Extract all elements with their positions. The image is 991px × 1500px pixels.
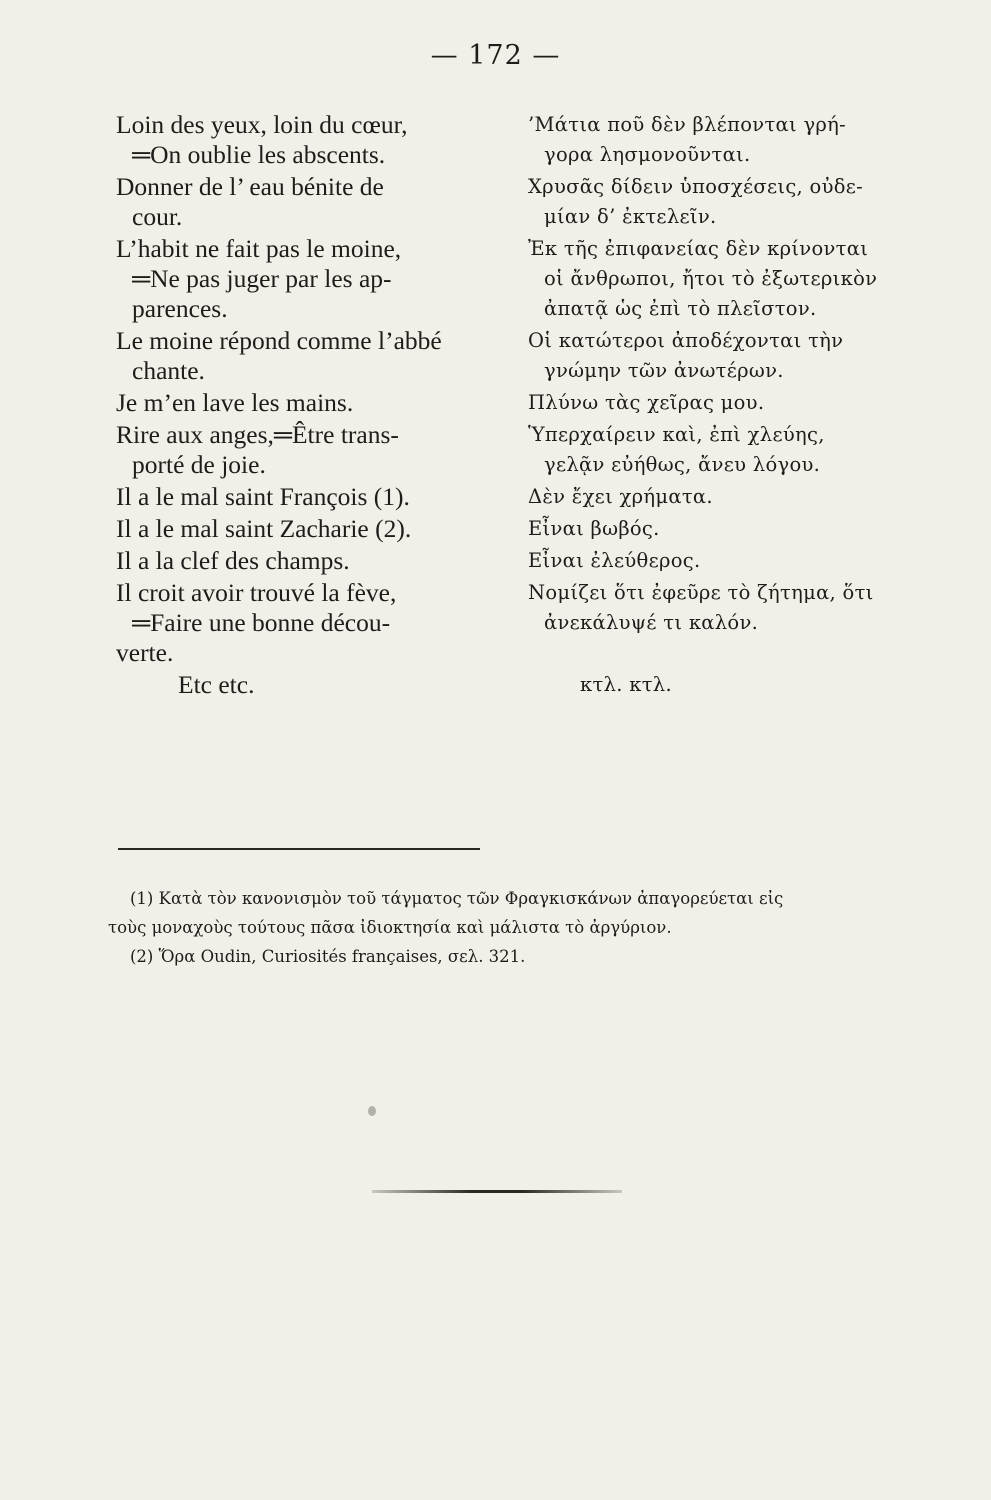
french-proverb <box>116 234 520 324</box>
proverb-row <box>116 172 936 232</box>
greek-translation <box>520 546 936 576</box>
french-line: verte. <box>116 638 174 667</box>
greek-line: Εἶναι βωβός. <box>528 517 660 540</box>
greek-line: Πλύνω τὰς χεῖρας μου. <box>528 391 765 414</box>
greek-translation <box>520 326 936 386</box>
greek-line: ἀπατᾷ ὡς ἐπὶ τὸ πλεῖστον. <box>544 297 817 320</box>
french-line: Il croit avoir trouvé la fève, <box>116 578 397 607</box>
proverb-row <box>116 546 936 576</box>
french-line: Rire aux anges,═Être trans- <box>116 420 399 449</box>
greek-line: Εἶναι ἐλεύθερος. <box>528 549 701 572</box>
page-number: — 172 — <box>430 40 561 71</box>
footnote-1-line: τοὺς μοναχοὺς τούτους πᾶσα ἰδιοκτησία καὶ μάλιστα τὸ ἀργύριον. <box>108 918 672 937</box>
closing-french <box>116 670 520 700</box>
french-proverb <box>116 420 520 480</box>
proverb-row <box>116 514 936 544</box>
greek-line: Νομίζει ὅτι ἐφεῦρε τὸ ζήτημα, ὅτι <box>528 581 874 604</box>
proverb-list <box>116 110 936 702</box>
french-proverb <box>116 578 520 668</box>
greek-translation <box>520 482 936 512</box>
french-line: Il a le mal saint François (1). <box>116 482 410 511</box>
footnotes <box>108 884 938 971</box>
footnote-2-line: (2) Ὅρα Oudin, Curiosités françaises, σελ. 321. <box>130 947 526 966</box>
french-line: Loin des yeux, loin du cœur, <box>116 110 408 139</box>
french-proverb <box>116 110 520 170</box>
french-line: Il a la clef des champs. <box>116 546 350 575</box>
french-proverb <box>116 482 520 512</box>
greek-translation <box>520 388 936 418</box>
proverb-row <box>116 482 936 512</box>
french-line: ═Faire une bonne décou- <box>132 608 391 637</box>
french-line: ═Ne pas juger par les ap- <box>132 264 392 293</box>
greek-line: ’Μάτια ποῦ δὲν βλέπονται γρή- <box>528 113 847 136</box>
french-line: Le moine répond comme l’abbé <box>116 326 442 355</box>
proverb-row <box>116 234 936 324</box>
ink-smudge <box>368 1106 376 1116</box>
greek-translation <box>520 172 936 232</box>
french-line: Je m’en lave les mains. <box>116 388 354 417</box>
french-line: Il a le mal saint Zacharie (2). <box>116 514 412 543</box>
french-line: parences. <box>132 294 228 323</box>
greek-line: γορα λησμονοῦνται. <box>544 143 751 166</box>
greek-line: Ἐκ τῆς ἐπιφανείας δὲν κρίνονται <box>528 237 869 260</box>
proverb-row <box>116 420 936 480</box>
french-line: cour. <box>132 202 183 231</box>
greek-translation <box>520 578 936 638</box>
footnote-divider <box>118 848 480 850</box>
french-line: L’habit ne fait pas le moine, <box>116 234 402 263</box>
greek-line: γνώμην τῶν ἀνωτέρων. <box>544 359 784 382</box>
greek-line: ἀνεκάλυψέ τι καλόν. <box>544 611 759 634</box>
greek-line: Οἱ κατώτεροι ἀποδέχονται τὴν <box>528 329 844 352</box>
footnote-1-line: (1) Κατὰ τὸν κανονισμὸν τοῦ τάγματος τῶν Φραγκισκάνων ἀπαγορεύεται εἰς <box>130 889 784 908</box>
greek-translation <box>520 110 936 170</box>
french-proverb <box>116 172 520 232</box>
greek-line: οἱ ἄνθρωποι, ἤτοι τὸ ἐξωτερικὸν <box>544 267 878 290</box>
greek-translation <box>520 420 936 480</box>
greek-line: Χρυσᾶς δίδειν ὑποσχέσεις, οὐδε- <box>528 175 864 198</box>
french-proverb <box>116 388 520 418</box>
greek-translation <box>520 514 936 544</box>
greek-line: γελᾷν εὐήθως, ἄνευ λόγου. <box>544 453 821 476</box>
french-line: Donner de l’ eau bénite de <box>116 172 384 201</box>
french-line: chante. <box>132 356 205 385</box>
closing-greek <box>520 670 936 700</box>
closing-french-text: Etc etc. <box>178 670 255 699</box>
french-proverb <box>116 546 520 576</box>
closing-row <box>116 670 936 700</box>
proverb-row <box>116 110 936 170</box>
ornamental-rule <box>372 1190 622 1193</box>
greek-line: μίαν δ’ ἐκτελεῖν. <box>544 205 717 228</box>
french-proverb <box>116 514 520 544</box>
proverb-row <box>116 326 936 386</box>
french-line: ═On oublie les abscents. <box>132 140 386 169</box>
proverb-row <box>116 578 936 668</box>
closing-greek-text: κτλ. κτλ. <box>580 673 672 696</box>
proverb-row <box>116 388 936 418</box>
greek-line: Ὑπερχαίρειν καὶ, ἐπὶ χλεύης, <box>528 423 825 446</box>
french-proverb <box>116 326 520 386</box>
greek-translation <box>520 234 936 324</box>
french-line: porté de joie. <box>132 450 266 479</box>
greek-line: Δὲν ἔχει χρήματα. <box>528 485 713 508</box>
